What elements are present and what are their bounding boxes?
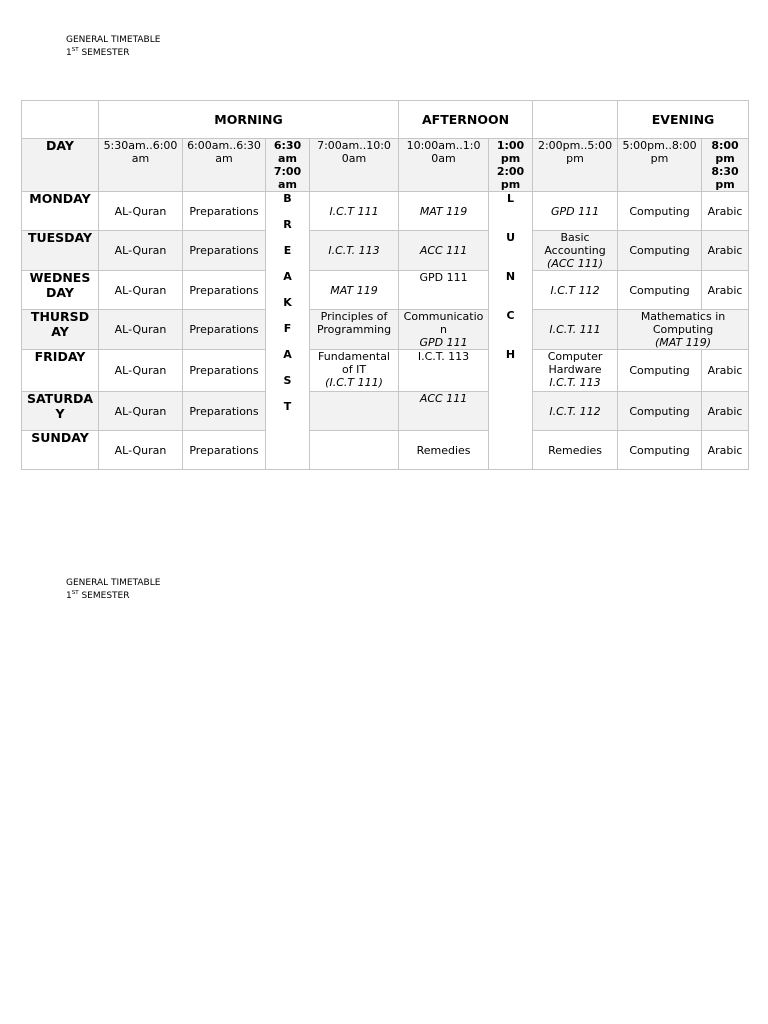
breakfast-letter: S bbox=[283, 374, 292, 387]
breakfast-letter: A bbox=[283, 348, 292, 361]
day-label: WEDNES DAY bbox=[22, 271, 99, 310]
header-semester: 1ST SEMESTER bbox=[66, 589, 130, 601]
cell-slot-9: Arabic bbox=[702, 271, 749, 310]
lunch-letter: U bbox=[506, 231, 515, 244]
day-label: THURSD AY bbox=[22, 310, 99, 350]
day-label: SUNDAY bbox=[22, 431, 99, 470]
cell-slot-1: AL-Quran bbox=[99, 231, 183, 271]
cell-slot-8: Computing bbox=[618, 231, 702, 271]
section-evening: EVENING bbox=[618, 101, 749, 139]
row-friday bbox=[22, 350, 749, 392]
cell-slot-5: I.C.T. 113 bbox=[399, 350, 489, 392]
time-slot-1: 5:30am..6:00 am bbox=[99, 139, 183, 192]
cell-slot-8: Computing bbox=[618, 192, 702, 231]
cell-slot-2: Preparations bbox=[183, 192, 266, 231]
timetable-header-bottom bbox=[66, 577, 160, 602]
cell-slot-1: AL-Quran bbox=[99, 310, 183, 350]
section-afternoon-ext bbox=[533, 101, 618, 139]
time-slot-5: 10:00am..1:0 0am bbox=[399, 139, 489, 192]
cell-slot-2: Preparations bbox=[183, 231, 266, 271]
cell-slot-7: GPD 111 bbox=[533, 192, 618, 231]
row-sunday bbox=[22, 431, 749, 470]
cell-slot-7: Basic Accounting (ACC 111) bbox=[533, 231, 618, 271]
time-slot-7: 2:00pm..5:00 pm bbox=[533, 139, 618, 192]
cell-slot-5: Communicatio n GPD 111 bbox=[399, 310, 489, 350]
lunch-letter: N bbox=[505, 270, 516, 283]
cell-slot-4: Principles of Programming bbox=[310, 310, 399, 350]
cell-slot-9: Arabic bbox=[702, 192, 749, 231]
cell-slot-4: MAT 119 bbox=[310, 271, 399, 310]
cell-slot-1: AL-Quran bbox=[99, 350, 183, 392]
cell-slot-9: Arabic bbox=[702, 431, 749, 470]
lunch-letter: L bbox=[507, 192, 515, 205]
cell-slot-5: MAT 119 bbox=[399, 192, 489, 231]
cell-slot-1: AL-Quran bbox=[99, 192, 183, 231]
breakfast-letter: B bbox=[283, 192, 292, 205]
cell-slot-8: Computing bbox=[618, 271, 702, 310]
cell-slot-1: AL-Quran bbox=[99, 392, 183, 431]
breakfast-letter: R bbox=[283, 218, 292, 231]
cell-slot-2: Preparations bbox=[183, 392, 266, 431]
cell-slot-8: Computing bbox=[618, 431, 702, 470]
cell-slot-8-9: Mathematics in Computing (MAT 119) bbox=[618, 310, 749, 350]
section-morning: MORNING bbox=[99, 101, 399, 139]
section-header-row bbox=[22, 101, 749, 139]
cell-slot-4: I.C.T. 113 bbox=[310, 231, 399, 271]
cell-slot-2: Preparations bbox=[183, 310, 266, 350]
time-slot-9: 8:00 pm 8:30 pm bbox=[702, 139, 749, 192]
breakfast-letter: E bbox=[283, 244, 292, 257]
cell-slot-7: I.C.T. 111 bbox=[533, 310, 618, 350]
day-label: FRIDAY bbox=[22, 350, 99, 392]
cell-slot-4 bbox=[310, 392, 399, 431]
cell-slot-5: ACC 111 bbox=[399, 231, 489, 271]
cell-slot-2: Preparations bbox=[183, 350, 266, 392]
time-slot-lunch: 1:00 pm 2:00 pm bbox=[489, 139, 533, 192]
breakfast-letter: T bbox=[283, 400, 292, 413]
time-header-row bbox=[22, 139, 749, 192]
cell-slot-2: Preparations bbox=[183, 431, 266, 470]
section-afternoon: AFTERNOON bbox=[399, 101, 533, 139]
cell-slot-9: Arabic bbox=[702, 231, 749, 271]
row-thursday bbox=[22, 310, 749, 350]
cell-slot-8: Computing bbox=[618, 350, 702, 392]
lunch-letter: H bbox=[505, 348, 516, 361]
cell-slot-7: Computer Hardware I.C.T. 113 bbox=[533, 350, 618, 392]
time-slot-8: 5:00pm..8:00 pm bbox=[618, 139, 702, 192]
cell-slot-9: Arabic bbox=[702, 392, 749, 431]
cell-slot-8: Computing bbox=[618, 392, 702, 431]
breakfast-letter: A bbox=[283, 270, 292, 283]
header-title: GENERAL TIMETABLE bbox=[66, 35, 161, 45]
day-label: MONDAY bbox=[22, 192, 99, 231]
day-label: SATURDA Y bbox=[22, 392, 99, 431]
header-semester: 1ST SEMESTER bbox=[66, 46, 130, 58]
cell-slot-4 bbox=[310, 431, 399, 470]
cell-slot-4: I.C.T 111 bbox=[310, 192, 399, 231]
row-tuesday bbox=[22, 231, 749, 271]
cell-slot-7: I.C.T. 112 bbox=[533, 392, 618, 431]
time-slot-breakfast: 6:30 am 7:00 am bbox=[266, 139, 310, 192]
cell-slot-2: Preparations bbox=[183, 271, 266, 310]
row-monday bbox=[22, 192, 749, 231]
breakfast-letter: F bbox=[283, 322, 292, 335]
lunch-column bbox=[489, 192, 533, 470]
day-label: TUESDAY bbox=[22, 231, 99, 271]
timetable-table bbox=[21, 100, 749, 470]
cell-slot-5: ACC 111 bbox=[399, 392, 489, 431]
cell-slot-1: AL-Quran bbox=[99, 271, 183, 310]
row-wednesday bbox=[22, 271, 749, 310]
cell-slot-4: Fundamental of IT (I.C.T 111) bbox=[310, 350, 399, 392]
day-header: DAY bbox=[22, 139, 99, 192]
breakfast-letter: K bbox=[283, 296, 292, 309]
cell-slot-5: Remedies bbox=[399, 431, 489, 470]
lunch-letter: C bbox=[506, 309, 515, 322]
row-saturday bbox=[22, 392, 749, 431]
cell-slot-1: AL-Quran bbox=[99, 431, 183, 470]
cell-slot-5: GPD 111 bbox=[399, 271, 489, 310]
time-slot-2: 6:00am..6:30 am bbox=[183, 139, 266, 192]
cell-slot-7: I.C.T 112 bbox=[533, 271, 618, 310]
time-slot-4: 7:00am..10:0 0am bbox=[310, 139, 399, 192]
cell-slot-9: Arabic bbox=[702, 350, 749, 392]
corner-cell bbox=[22, 101, 99, 139]
timetable-header-top bbox=[66, 34, 160, 59]
header-title: GENERAL TIMETABLE bbox=[66, 578, 161, 588]
breakfast-column bbox=[266, 192, 310, 470]
cell-slot-7: Remedies bbox=[533, 431, 618, 470]
